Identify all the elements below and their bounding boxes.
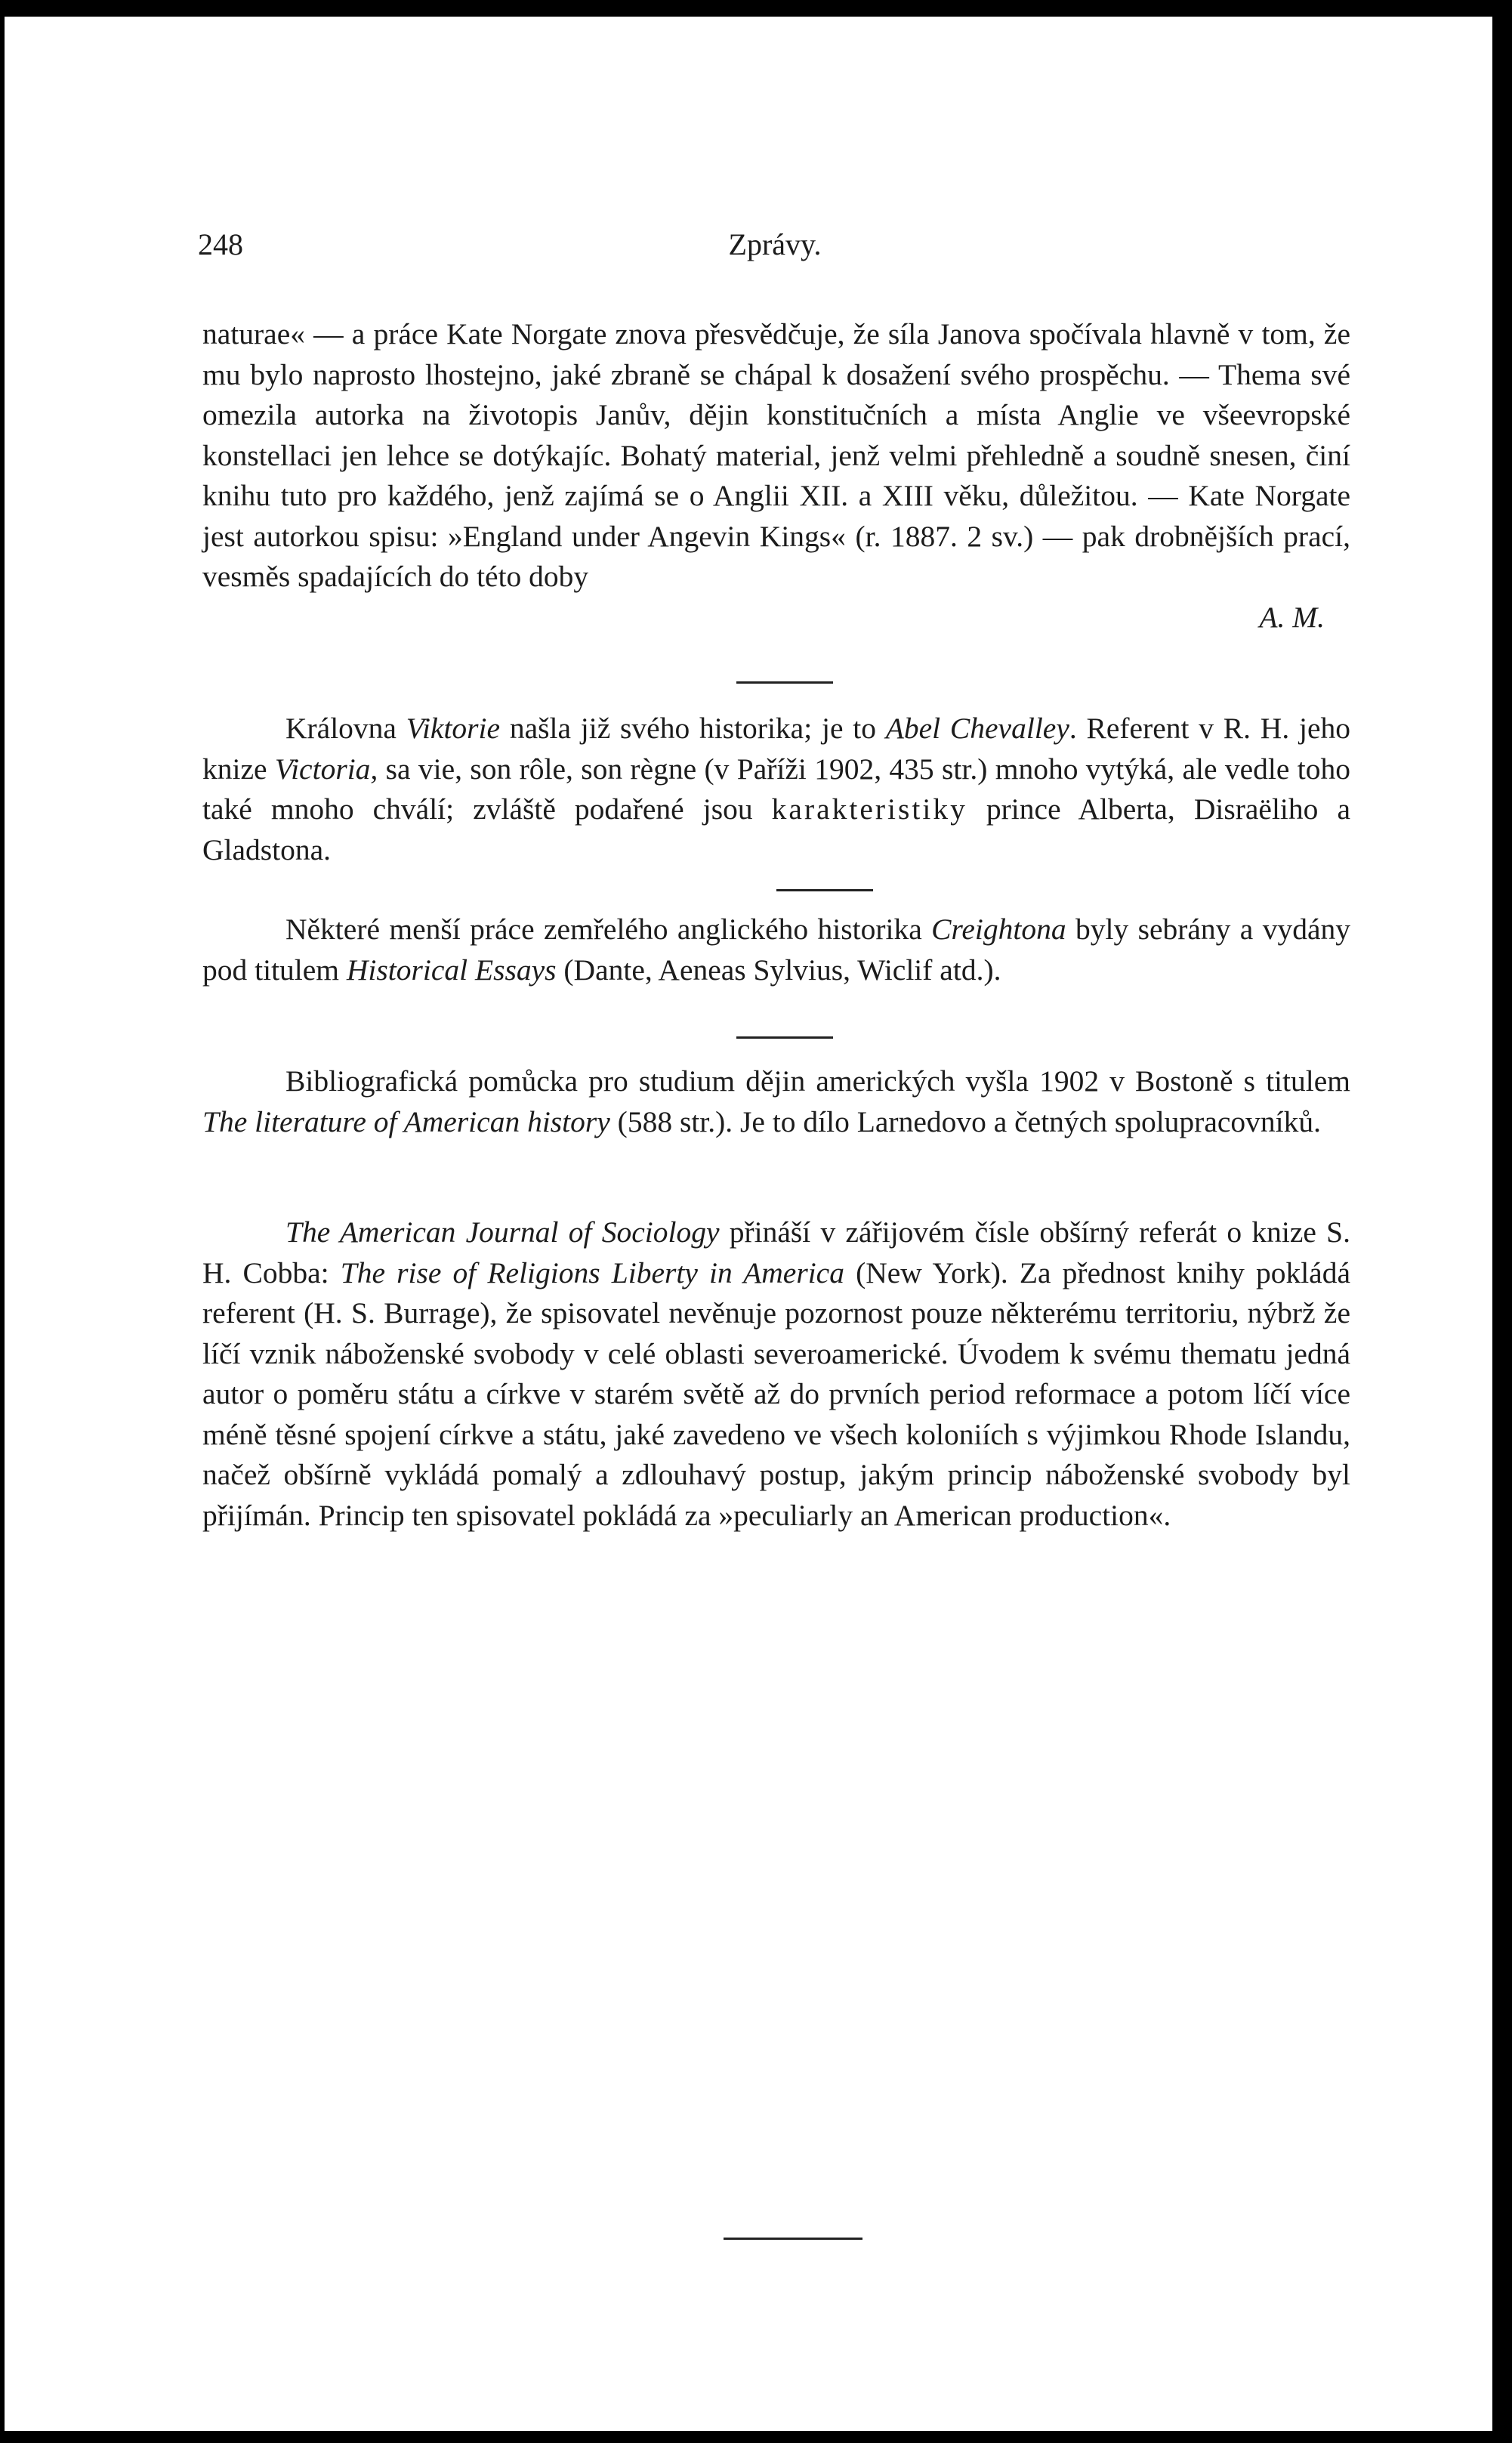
separator-rule bbox=[776, 889, 873, 891]
signature: A. M. bbox=[1259, 600, 1325, 634]
paragraph-2-text: Královna Viktorie našla již svého historika; je to Abel Chevalley. Referent v R. H. jeho knize Victoria, sa vie, son rôle, son règne (v Paříži 1902, 435 str.) mnoho vytýká, ale vedle toho také mnoho chválí; zvláště podařené jsou karakteristiky prince Alberta, Disraëliho a Gladstona. bbox=[202, 712, 1351, 866]
paragraph-5-text: The American Journal of Sociology přináší v zářijovém čísle obšírný referát o knize S. H. Cobba: The rise of Religions Liberty in America (New York). Za přednost knihy pokládá referent (H. S. Burrage), že spisovatel nevěnuje pozornost pouze některému territoriu, nýbrž že líčí vznik náboženské svobody v celé oblasti severoamerické. Úvodem k svému thematu jedná autor o poměru státu a církve v starém světě až do prvních period reformace a potom líčí více méně těsné spojení církve a státu, jaké zavedeno ve všech koloniích s výjimkou Rhode Islandu, načež obšírně vykládá pomalý a zdlouhavý postup, jakým princip náboženské svobody byl přijímán. Princip ten spisovatel pokládá za »peculiarly an American production«. bbox=[202, 1215, 1350, 1532]
paragraph-3 bbox=[202, 910, 1350, 990]
paragraph-3-text: Některé menší práce zemřelého anglického historika Creightona byly sebrány a vydány pod titulem Historical Essays (Dante, Aeneas Sylvius, Wiclif atd.). bbox=[202, 913, 1350, 987]
page-number: 248 bbox=[198, 227, 243, 261]
paragraph-4 bbox=[202, 1061, 1350, 1142]
page-header bbox=[198, 227, 1352, 272]
separator-rule bbox=[736, 681, 833, 684]
scan-edge bbox=[1492, 0, 1512, 2443]
paragraph-1 bbox=[202, 314, 1350, 638]
separator-rule bbox=[736, 1036, 833, 1039]
paragraph-5 bbox=[202, 1212, 1350, 1536]
paragraph-1-text: naturae« — a práce Kate Norgate znova přesvědčuje, že síla Janova spočívala hlavně v tom, že mu bylo naprosto lhostejno, jaké zbraně se chápal k dosažení svého prospěchu. — Thema své omezila autorka na životopis Janův, dějin konstitučních a místa Anglie ve všeevropské konstellaci jen lehce se dotýkajíc. Bohatý material, jenž velmi přehledně a soudně snesen, činí knihu tuto pro každého, jenž zajímá se o Anglii XII. a XIII věku, důležitou. — Kate Norgate jest autorkou spisu: »England under Angevin Kings« (r. 1887. 2 sv.) — pak drobnějších prací, vesměs spadajících do této doby bbox=[202, 317, 1350, 593]
paragraph-4-text: Bibliografická pomůcka pro studium dějin amerických vyšla 1902 v Bostoně s titulem The literature of American history (588 str.). Je to dílo Larnedovo a četných spolupracovníků. bbox=[202, 1064, 1350, 1138]
closing-rule bbox=[724, 2238, 862, 2240]
paragraph-2 bbox=[202, 709, 1350, 870]
running-title: Zprávy. bbox=[728, 227, 822, 261]
